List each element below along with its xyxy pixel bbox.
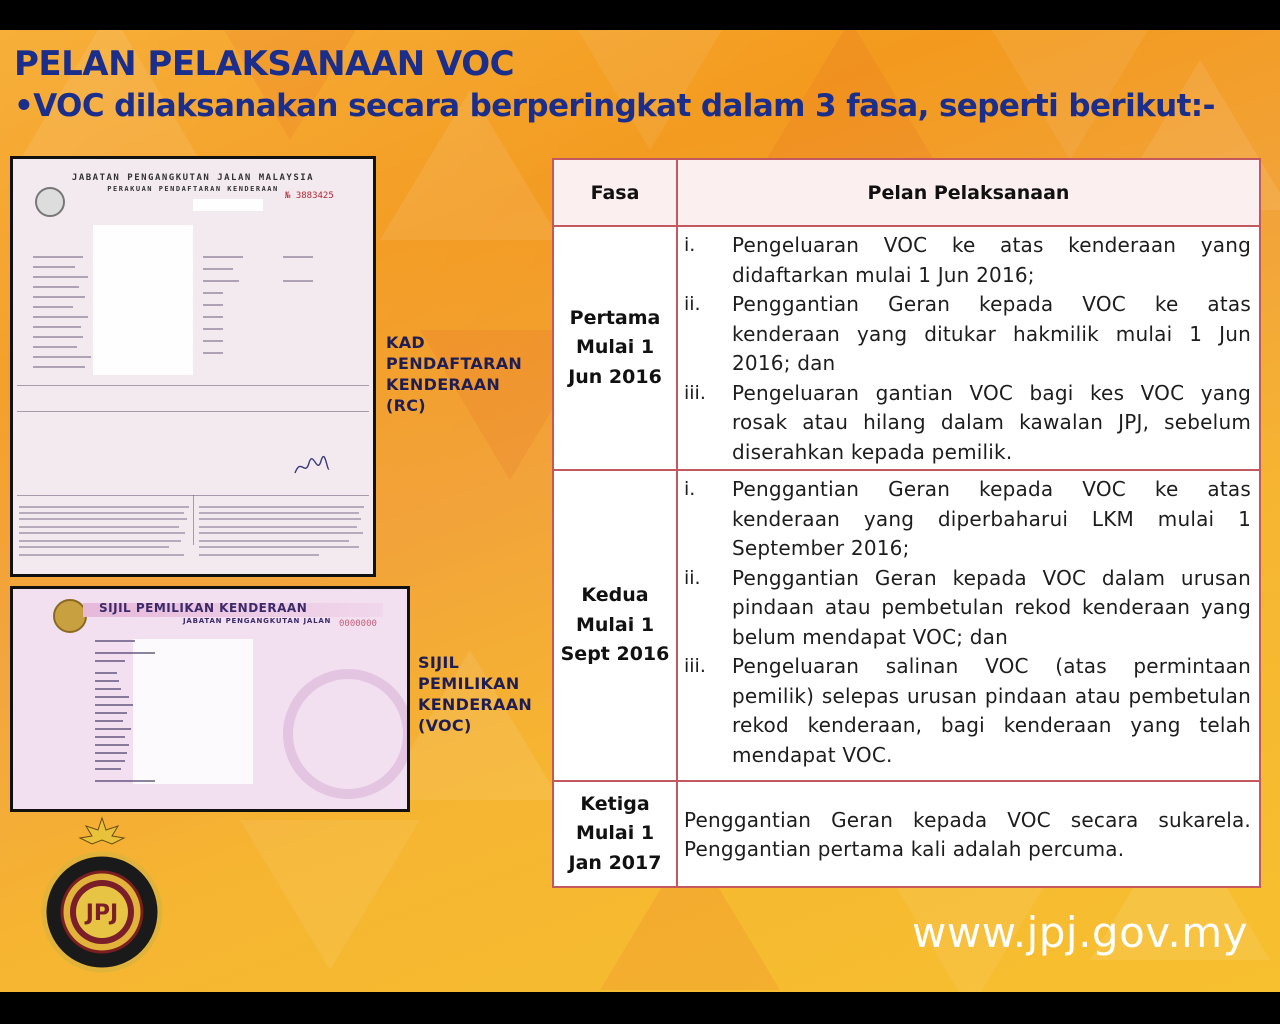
phase-line: Ketiga (580, 792, 650, 815)
notes-text-image (19, 501, 369, 567)
phase-line: Kedua (581, 584, 649, 607)
signature-icon (291, 455, 331, 479)
rc-document-image (10, 156, 376, 577)
voc-label (418, 652, 532, 736)
item-text: Pengeluaran gantian VOC bagi kes VOC yang rosak atau hilang dalam kawalan JPJ, sebelum diserahkan kepada pemilik. (732, 380, 1251, 464)
phase-line: Sept 2016 (560, 643, 670, 666)
item-number: iii. (684, 381, 706, 404)
rc-label-line: KENDERAAN (386, 375, 501, 394)
phase-line: Jun 2016 (568, 365, 662, 388)
item-text: Pengeluaran VOC ke atas kenderaan yang didaftarkan mulai 1 Jun 2016; (732, 233, 1251, 287)
plan-cell (677, 781, 1260, 887)
phase-cell (553, 781, 677, 887)
divider (17, 411, 369, 412)
rc-label (386, 332, 522, 416)
slide-title: PELAN PELAKSANAAN VOC (14, 44, 515, 84)
item-number: ii. (684, 566, 701, 589)
plan-item (684, 652, 1251, 770)
form-fields-image (203, 249, 353, 359)
plan-item (684, 379, 1251, 468)
phase-cell (553, 226, 677, 470)
form-fields-image (95, 637, 175, 787)
phase-line: Pertama (569, 306, 661, 329)
item-text: Penggantian Geran kepada VOC ke atas kenderaan yang diperbaharui LKM mulai 1 September 2016; (732, 477, 1251, 560)
column-header-pelan: Pelan Pelaksanaan (677, 159, 1260, 226)
logo-text: JPJ (85, 901, 119, 926)
slide-subtitle: •VOC dilaksanakan secara berperingkat dalam 3 fasa, seperti berikut:- (14, 88, 1215, 124)
plan-cell (677, 470, 1260, 781)
rc-label-line: (RC) (386, 396, 426, 415)
document-crest-icon (35, 187, 65, 217)
divider (17, 385, 369, 386)
watermark-icon (283, 669, 410, 799)
table-row (553, 470, 1260, 781)
phase-line: Mulai 1 (575, 822, 655, 845)
table-row (553, 226, 1260, 470)
rc-label-line: KAD (386, 333, 425, 352)
voc-document-subheader: JABATAN PENGANGKUTAN JALAN (183, 617, 332, 625)
item-text: Pengeluaran salinan VOC (atas permintaan pemilik) selepas urusan pindaan atau pembetulan rekod kenderaan, bagi kenderaan yang telah mendapat VOC. (732, 654, 1251, 767)
voc-document-header: SIJIL PEMILIKAN KENDERAAN (99, 601, 308, 615)
form-fields-image (33, 249, 193, 379)
item-text: Penggantian Geran kepada VOC dalam urusan pindaan atau pembetulan rekod kenderaan yang belum mendapat VOC; dan (732, 565, 1251, 649)
table-header-row (553, 159, 1260, 226)
plan-item (684, 475, 1251, 564)
voc-label-line: (VOC) (418, 716, 472, 735)
website-url: www.jpj.gov.my (912, 908, 1248, 957)
redacted-area (193, 199, 263, 211)
slide (0, 30, 1280, 992)
plan-paragraph: Penggantian Geran kepada VOC secara sukarela. Penggantian pertama kali adalah percuma. (684, 807, 1251, 861)
phase-line: Mulai 1 (575, 336, 655, 359)
phase-cell (553, 470, 677, 781)
item-number: i. (684, 234, 696, 256)
plan-item (684, 564, 1251, 653)
jpj-crest-icon (36, 816, 168, 976)
rc-serial-number: № 3883425 (285, 191, 334, 201)
implementation-table (552, 158, 1261, 888)
rc-document-header: JABATAN PENGANGKUTAN JALAN MALAYSIA (71, 173, 315, 183)
voc-label-line: KENDERAAN (418, 695, 533, 714)
phase-line: Mulai 1 (575, 613, 655, 636)
document-crest-icon (53, 599, 87, 633)
item-text: Penggantian Geran kepada VOC ke atas kenderaan yang ditukar hakmilik mulai 1 Jun 2016; dan (732, 292, 1251, 375)
item-number: ii. (684, 293, 701, 315)
rc-label-line: PENDAFTARAN (386, 354, 523, 373)
voc-document-image (10, 586, 410, 812)
rc-document-subheader: PERAKUAN PENDAFTARAN KENDERAAN (107, 185, 279, 193)
plan-item (684, 231, 1251, 290)
plan-cell (677, 226, 1260, 470)
item-number: iii. (684, 655, 706, 677)
phase-line: Jan 2017 (568, 851, 662, 874)
bg-shape (240, 820, 420, 970)
table-row (553, 781, 1260, 887)
voc-label-line: SIJIL (418, 653, 460, 672)
voc-serial-number: 0000000 (339, 619, 377, 629)
item-number: i. (684, 478, 696, 500)
plan-item (684, 290, 1251, 379)
column-header-fasa: Fasa (553, 159, 677, 226)
voc-label-line: PEMILIKAN (418, 674, 520, 693)
